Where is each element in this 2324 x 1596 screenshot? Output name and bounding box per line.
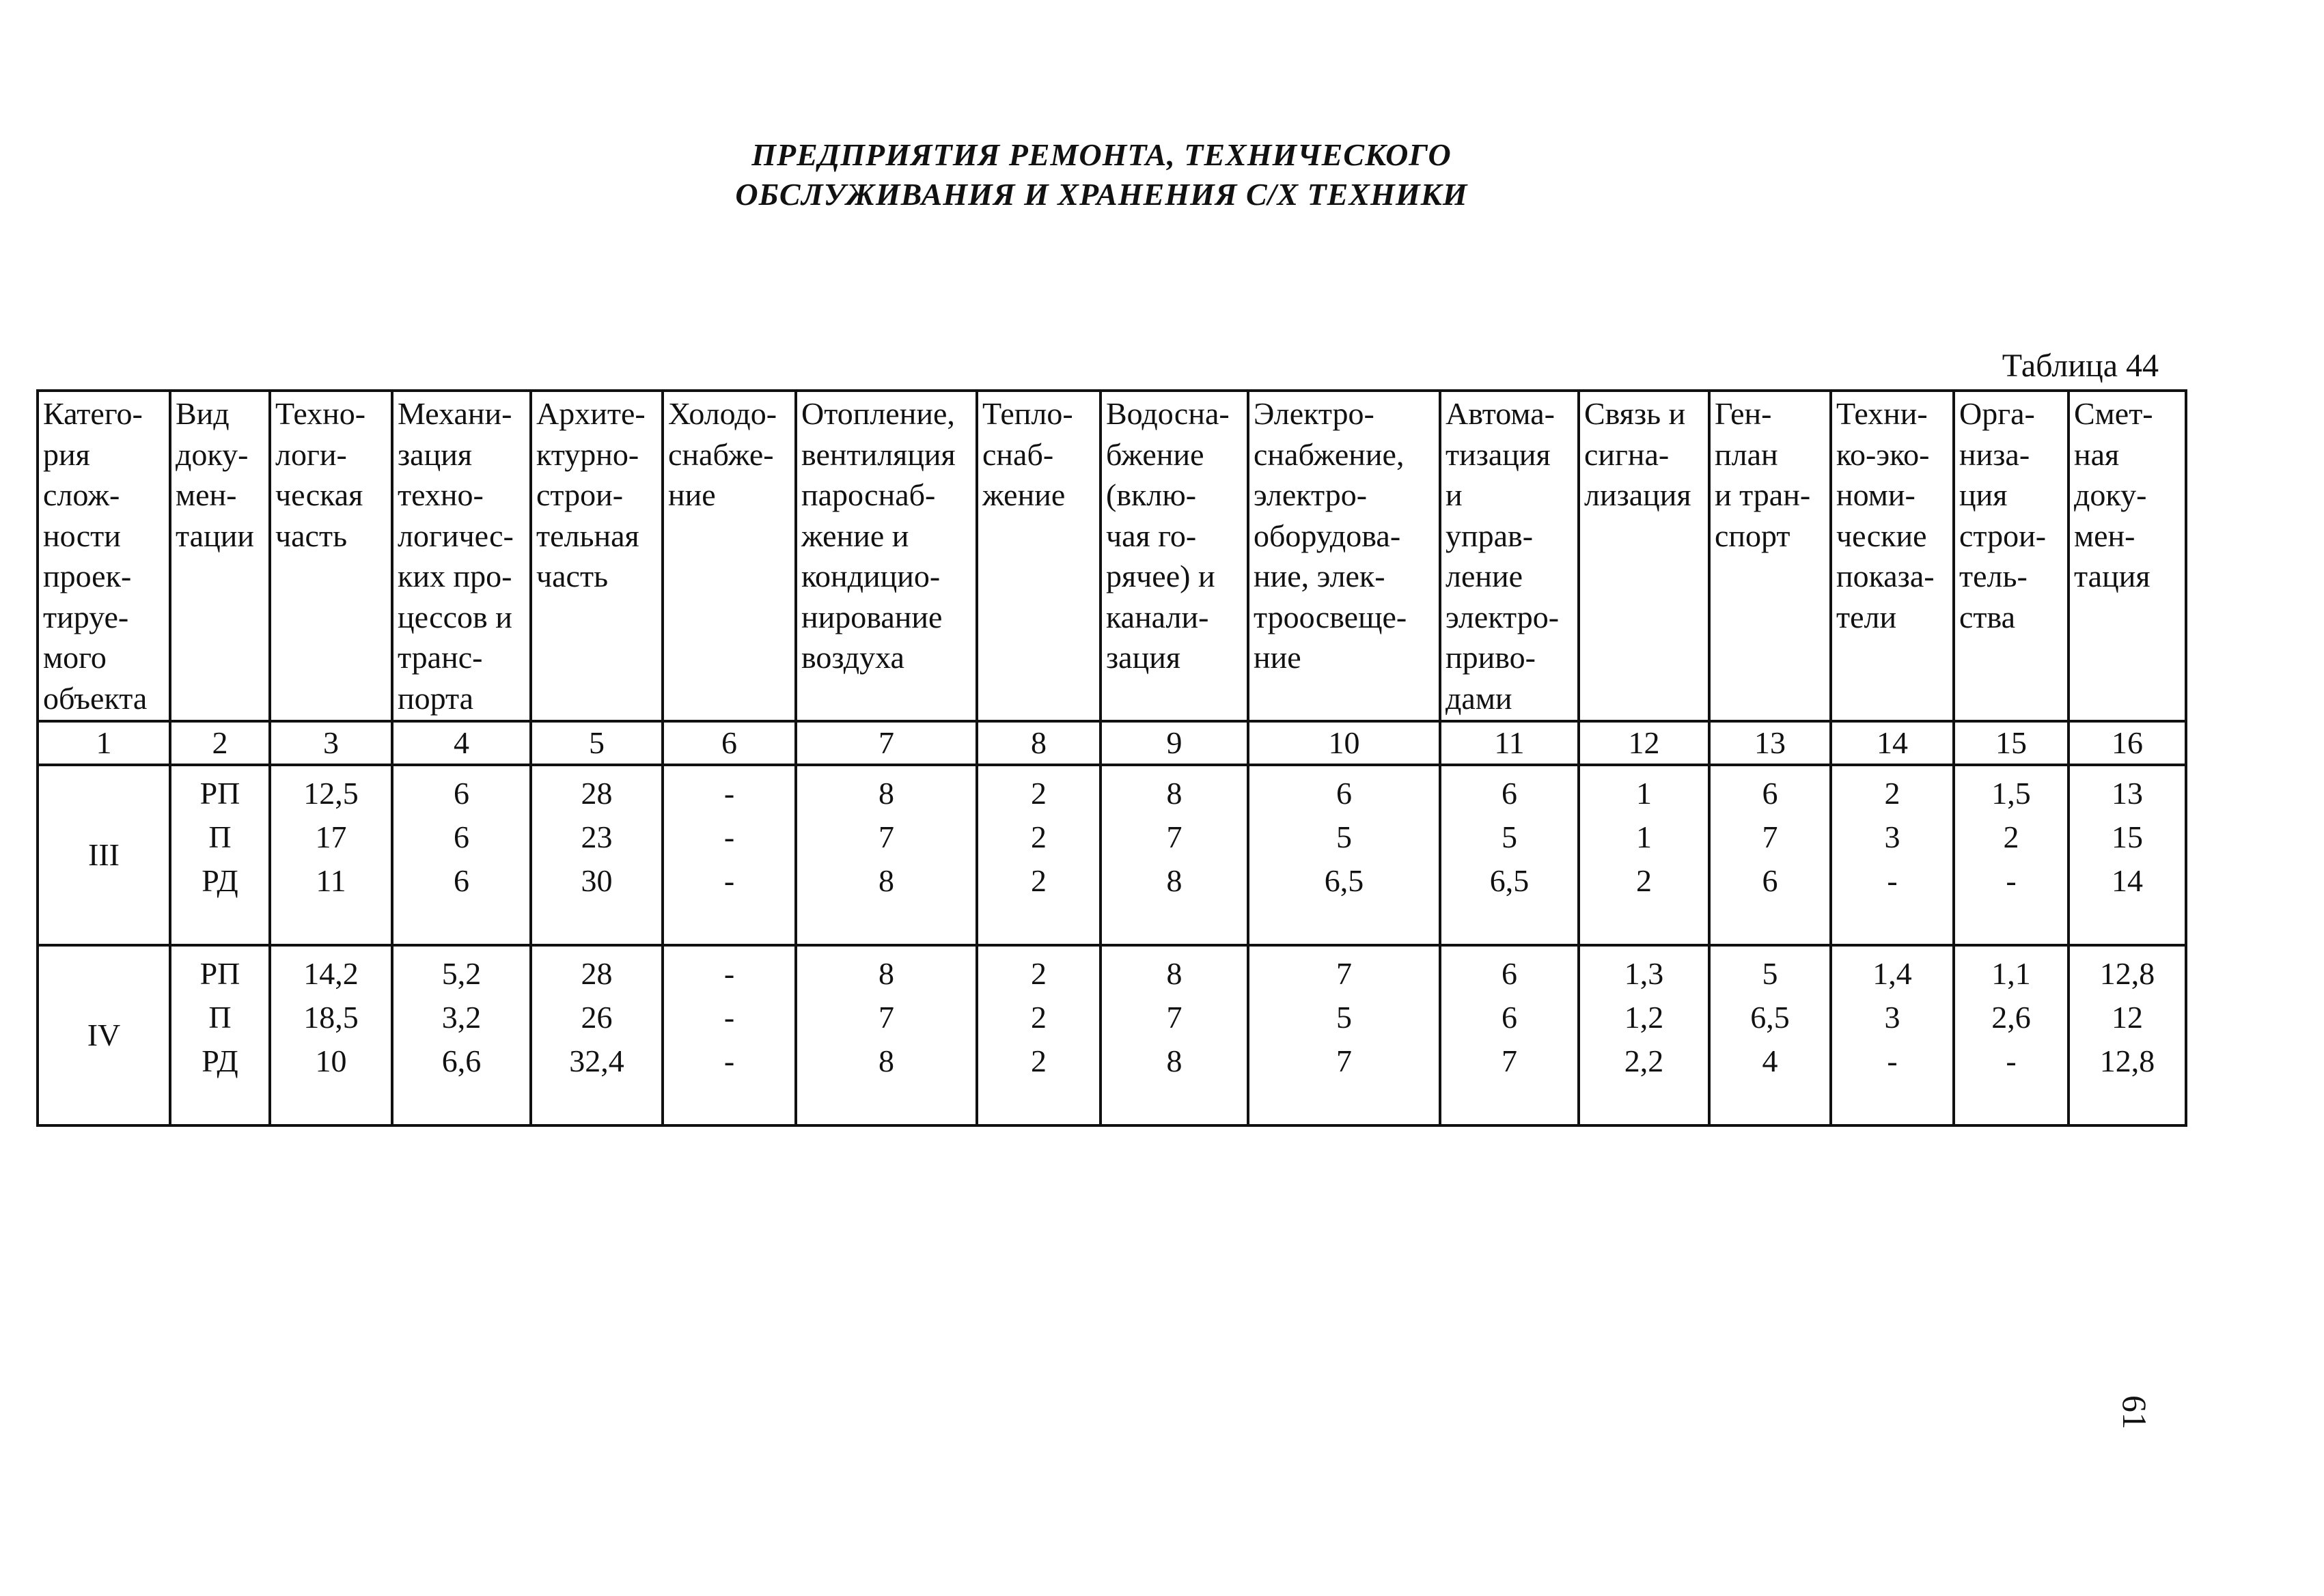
- percent-value: 7: [1336, 1044, 1352, 1078]
- value-cell: [1831, 765, 1954, 945]
- value-cell: [663, 945, 796, 1125]
- header-cell: Электро- снабжение, электро- оборудова- ние, элек- троосвеще- ние: [1248, 391, 1440, 721]
- percent-value: 2: [1031, 863, 1047, 898]
- percent-value: 2: [1636, 863, 1652, 898]
- percent-value: -: [723, 1000, 735, 1035]
- percent-value: 1: [1636, 776, 1652, 811]
- value-cell: [796, 945, 977, 1125]
- value-cell: [977, 765, 1101, 945]
- value-cell: [270, 765, 392, 945]
- percent-value: 28: [581, 956, 613, 991]
- value-cell: [2069, 945, 2186, 1125]
- column-number: 11: [1440, 721, 1579, 765]
- header-cell: Водосна- бжение (вклю- чая го- рячее) и канали- зация: [1101, 391, 1248, 721]
- percent-value: 7: [879, 1000, 894, 1035]
- percent-value: 6,5: [1489, 863, 1530, 898]
- percent-value: 23: [581, 820, 613, 854]
- percent-value: 32,4: [569, 1044, 624, 1078]
- value-cell: [1248, 765, 1440, 945]
- value-cell: [1579, 765, 1709, 945]
- percent-value: 6,5: [1750, 1000, 1790, 1035]
- value-cell: [1101, 765, 1248, 945]
- column-number: 2: [170, 721, 270, 765]
- percent-value: 7: [879, 820, 894, 854]
- column-number: 14: [1831, 721, 1954, 765]
- page-number: 61: [2116, 1395, 2154, 1429]
- percent-value: 6: [1502, 776, 1517, 811]
- percent-value: 7: [1336, 956, 1352, 991]
- percent-value: 2: [1031, 776, 1047, 811]
- page-title: [0, 135, 2203, 214]
- value-cell: [1709, 765, 1831, 945]
- percent-value: 8: [879, 1044, 894, 1078]
- header-cell: Архите- ктурно- строи- тельная часть: [531, 391, 663, 721]
- percent-value: 2,6: [1991, 1000, 2031, 1035]
- column-number-row: [38, 721, 2186, 765]
- percent-value: 2: [1884, 776, 1900, 811]
- percent-value: 13: [2112, 776, 2143, 811]
- value-cell: [1831, 945, 1954, 1125]
- percent-value: 2,2: [1624, 1044, 1664, 1078]
- percent-value: 5: [1336, 820, 1352, 854]
- percent-value: 7: [1166, 820, 1182, 854]
- percent-value: 30: [581, 863, 613, 898]
- percent-value: 15: [2112, 820, 2143, 854]
- percent-value: 5: [1502, 820, 1517, 854]
- header-cell: Механи- зация техно- логичес- ких про- цессов и транс- порта: [392, 391, 531, 721]
- percent-value: 8: [879, 956, 894, 991]
- value-cell: [977, 945, 1101, 1125]
- percent-value: -: [1887, 1044, 1898, 1078]
- percent-value: 1,5: [1991, 776, 2031, 811]
- value-cell: [1954, 945, 2069, 1125]
- value-cell: [2069, 765, 2186, 945]
- column-number: 9: [1101, 721, 1248, 765]
- percent-value: 12,8: [2099, 1044, 2155, 1078]
- percent-value: 1,2: [1624, 1000, 1664, 1035]
- column-number: 4: [392, 721, 531, 765]
- percent-value: 2: [1031, 1000, 1047, 1035]
- header-cell: Вид доку- мен- тации: [170, 391, 270, 721]
- percent-value: 6,5: [1324, 863, 1364, 898]
- percent-value: 6: [454, 776, 469, 811]
- category-cell: IV: [38, 945, 170, 1125]
- value-cell: [392, 765, 531, 945]
- header-cell: Смет- ная доку- мен- тация: [2069, 391, 2186, 721]
- doc-type-value: РП: [199, 776, 240, 811]
- category-cell: III: [38, 765, 170, 945]
- percent-value: 6: [454, 863, 469, 898]
- percent-value: -: [1887, 863, 1898, 898]
- percent-value: 1,4: [1872, 956, 1912, 991]
- percent-value: -: [723, 820, 735, 854]
- percent-value: 18,5: [303, 1000, 359, 1035]
- doc-type-value: РП: [199, 956, 240, 991]
- column-number: 16: [2069, 721, 2186, 765]
- percent-value: 3: [1884, 1000, 1900, 1035]
- percent-value: 6: [454, 820, 469, 854]
- percent-value: 5: [1762, 956, 1778, 991]
- doc-type-value: РД: [202, 863, 238, 898]
- column-number: 10: [1248, 721, 1440, 765]
- percent-value: 6: [1502, 956, 1517, 991]
- column-number: 3: [270, 721, 392, 765]
- value-cell: [796, 765, 977, 945]
- percent-value: 26: [581, 1000, 613, 1035]
- percent-value: 14: [2112, 863, 2143, 898]
- header-cell: Ген- план и тран- спорт: [1709, 391, 1831, 721]
- value-cell: [270, 945, 392, 1125]
- percent-value: -: [723, 863, 735, 898]
- percent-value: -: [723, 776, 735, 811]
- percent-value: 2: [1031, 956, 1047, 991]
- value-cell: [531, 765, 663, 945]
- column-number: 5: [531, 721, 663, 765]
- percent-value: 3: [1884, 820, 1900, 854]
- percent-value: 8: [1166, 863, 1182, 898]
- percent-value: 1,1: [1991, 956, 2031, 991]
- value-cell: [663, 765, 796, 945]
- percent-value: 6: [1762, 863, 1778, 898]
- value-cell: [1101, 945, 1248, 1125]
- header-cell: Связь и сигна- лизация: [1579, 391, 1709, 721]
- doc-type-value: П: [208, 1000, 232, 1035]
- percent-value: 6: [1502, 1000, 1517, 1035]
- percent-value: 7: [1166, 1000, 1182, 1035]
- percent-value: 6,6: [441, 1044, 482, 1078]
- percent-value: -: [723, 956, 735, 991]
- percent-value: 8: [1166, 1044, 1182, 1078]
- percent-value: 2: [1031, 1044, 1047, 1078]
- percent-value: 12,5: [303, 776, 359, 811]
- value-cell: [1248, 945, 1440, 1125]
- percent-value: 8: [1166, 956, 1182, 991]
- column-number: 13: [1709, 721, 1831, 765]
- norms-table: [36, 389, 2187, 1127]
- doc-type-cell: [170, 945, 270, 1125]
- category-group-row: [38, 765, 2186, 945]
- percent-value: 5,2: [441, 956, 482, 991]
- column-number: 15: [1954, 721, 2069, 765]
- column-number: 6: [663, 721, 796, 765]
- value-cell: [1709, 945, 1831, 1125]
- value-cell: [1954, 765, 2069, 945]
- percent-value: 3,2: [441, 1000, 482, 1035]
- header-cell: Техно- логи- ческая часть: [270, 391, 392, 721]
- percent-value: 2: [1031, 820, 1047, 854]
- value-cell: [531, 945, 663, 1125]
- percent-value: 6: [1762, 776, 1778, 811]
- percent-value: 1: [1636, 820, 1652, 854]
- doc-type-value: РД: [202, 1044, 238, 1078]
- value-cell: [1440, 765, 1579, 945]
- percent-value: 7: [1762, 820, 1778, 854]
- percent-value: 6: [1336, 776, 1352, 811]
- header-cell: Отопление, вентиляция пароснаб- жение и кондицио- нирование воздуха: [796, 391, 977, 721]
- doc-type-cell: [170, 765, 270, 945]
- table-body: [38, 765, 2186, 1125]
- column-number: 8: [977, 721, 1101, 765]
- percent-value: 1,3: [1624, 956, 1664, 991]
- category-group-row: [38, 945, 2186, 1125]
- header-cell: Автома- тизация и управ- ление электро- приво- дами: [1440, 391, 1579, 721]
- percent-value: 11: [316, 863, 346, 898]
- percent-value: 8: [879, 776, 894, 811]
- value-cell: [1579, 945, 1709, 1125]
- column-number: 7: [796, 721, 977, 765]
- percent-value: 17: [315, 820, 347, 854]
- title-line-1: ПРЕДПРИЯТИЯ РЕМОНТА, ТЕХНИЧЕСКОГО: [751, 137, 1452, 172]
- percent-value: -: [2006, 1044, 2017, 1078]
- header-cell: Орга- низа- ция строи- тель- ства: [1954, 391, 2069, 721]
- percent-value: 10: [315, 1044, 347, 1078]
- column-number: 12: [1579, 721, 1709, 765]
- percent-value: -: [2006, 863, 2017, 898]
- doc-type-value: П: [208, 820, 232, 854]
- header-cell: Техни- ко-эко- номи- ческие показа- тели: [1831, 391, 1954, 721]
- percent-value: 8: [1166, 776, 1182, 811]
- column-number: 1: [38, 721, 170, 765]
- title-line-2: ОБСЛУЖИВАНИЯ И ХРАНЕНИЯ С/Х ТЕХНИКИ: [735, 177, 1468, 212]
- header-cell: Катего- рия слож- ности проек- тируе- мого объекта: [38, 391, 170, 721]
- percent-value: 12: [2112, 1000, 2143, 1035]
- percent-value: 14,2: [303, 956, 359, 991]
- table-caption: Таблица 44: [2002, 348, 2159, 384]
- percent-value: 2: [2003, 820, 2019, 854]
- header-row: [38, 391, 2186, 721]
- header-cell: Тепло- снаб- жение: [977, 391, 1101, 721]
- percent-value: 8: [879, 863, 894, 898]
- value-cell: [1440, 945, 1579, 1125]
- value-cell: [392, 945, 531, 1125]
- header-cell: Холодо- снабже- ние: [663, 391, 796, 721]
- percent-value: 12,8: [2099, 956, 2155, 991]
- percent-value: 7: [1502, 1044, 1517, 1078]
- percent-value: 5: [1336, 1000, 1352, 1035]
- percent-value: -: [723, 1044, 735, 1078]
- percent-value: 4: [1762, 1044, 1778, 1078]
- percent-value: 28: [581, 776, 613, 811]
